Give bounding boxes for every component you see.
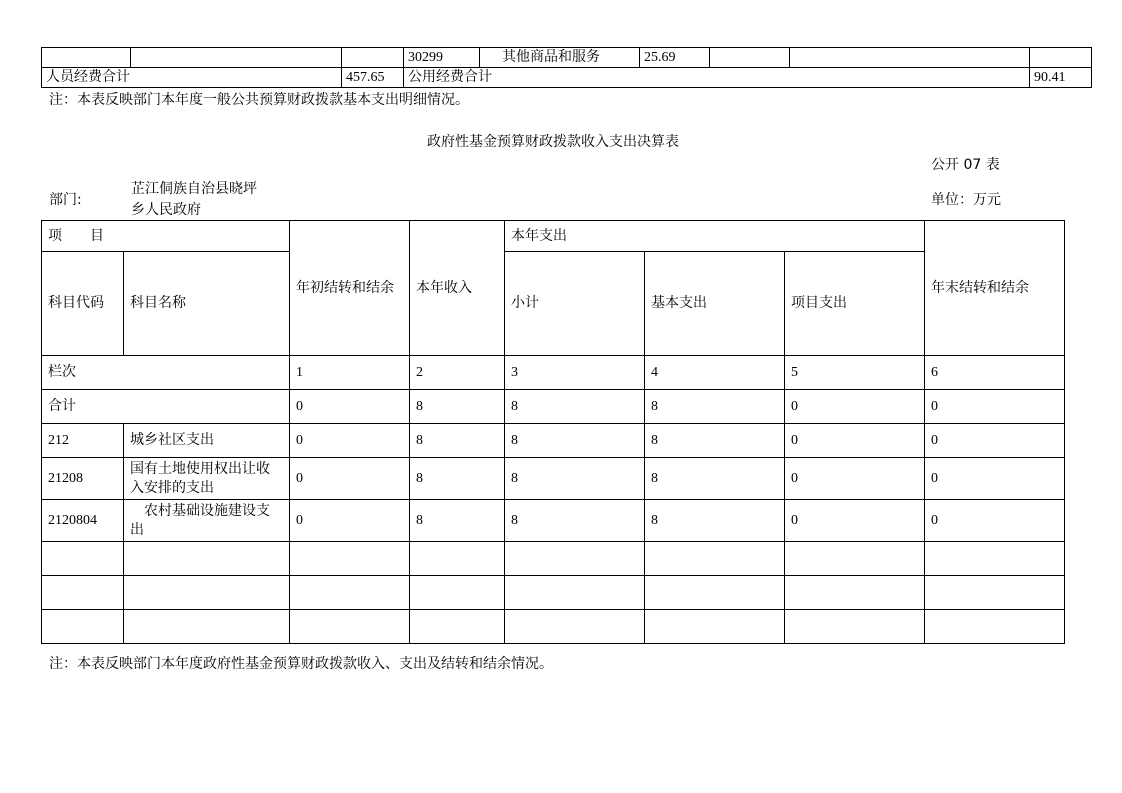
cell: 8 <box>645 500 785 542</box>
header-income: 本年收入 <box>410 221 505 356</box>
cell: 0 <box>785 458 925 500</box>
cell: 0 <box>785 500 925 542</box>
cell <box>42 48 131 68</box>
cell: 0 <box>925 424 1065 458</box>
table-row <box>42 458 1065 500</box>
cell <box>342 48 404 68</box>
cell: 8 <box>410 424 505 458</box>
cell <box>410 576 505 610</box>
cell: 8 <box>410 500 505 542</box>
department-label: 部门: <box>49 192 82 208</box>
cell-amount: 25.69 <box>640 48 710 68</box>
cell <box>124 542 290 576</box>
personnel-total-label: 人员经费合计 <box>42 68 342 88</box>
cell <box>785 576 925 610</box>
cell <box>645 542 785 576</box>
cell: 0 <box>290 458 410 500</box>
cell <box>505 542 645 576</box>
fund-budget-table <box>41 220 1065 644</box>
total-row <box>42 390 1065 424</box>
cell-name: 其他商品和服务 <box>480 48 640 68</box>
index-row <box>42 356 1065 390</box>
header-closing: 年末结转和结余 <box>925 221 1065 356</box>
cell: 8 <box>410 390 505 424</box>
cell <box>42 542 124 576</box>
cell: 5 <box>785 356 925 390</box>
top-note: 注：本表反映部门本年度一般公共预算财政拨款基本支出明细情况。 <box>49 92 469 108</box>
cell: 1 <box>290 356 410 390</box>
header-opening: 年初结转和结余 <box>290 221 410 356</box>
cell <box>925 542 1065 576</box>
department-name-line1: 芷江侗族自治县晓坪 <box>131 181 257 197</box>
header-basic: 基本支出 <box>645 252 785 356</box>
cell: 0 <box>785 390 925 424</box>
previous-table-fragment <box>41 47 1092 88</box>
public-total-value: 90.41 <box>1030 68 1092 88</box>
cell: 3 <box>505 356 645 390</box>
table-row <box>42 424 1065 458</box>
header-row-1 <box>42 221 1065 252</box>
cell <box>645 576 785 610</box>
header-code: 科目代码 <box>42 252 124 356</box>
cell: 8 <box>505 390 645 424</box>
cell <box>290 610 410 644</box>
cell <box>505 610 645 644</box>
header-subtotal: 小计 <box>505 252 645 356</box>
cell: 8 <box>505 458 645 500</box>
cell <box>785 542 925 576</box>
empty-row <box>42 610 1065 644</box>
cell: 8 <box>410 458 505 500</box>
cell <box>410 542 505 576</box>
cell: 0 <box>290 424 410 458</box>
cell <box>790 48 1030 68</box>
empty-row <box>42 542 1065 576</box>
cell <box>925 576 1065 610</box>
cell <box>410 610 505 644</box>
cell-code: 30299 <box>404 48 480 68</box>
table-row <box>42 500 1065 542</box>
cell <box>290 576 410 610</box>
cell-code: 212 <box>42 424 124 458</box>
unit-label: 单位：万元 <box>931 192 1001 208</box>
fragment-total-row <box>42 68 1092 88</box>
cell: 2 <box>410 356 505 390</box>
cell: 8 <box>645 424 785 458</box>
table-number: 公开 07 表 <box>931 157 1000 173</box>
total-label: 合计 <box>42 390 290 424</box>
cell <box>710 48 790 68</box>
cell <box>785 610 925 644</box>
cell: 0 <box>925 390 1065 424</box>
cell: 0 <box>925 500 1065 542</box>
cell-code: 2120804 <box>42 500 124 542</box>
cell <box>290 542 410 576</box>
header-row-2 <box>42 252 1065 356</box>
cell: 8 <box>645 458 785 500</box>
bottom-note: 注：本表反映部门本年度政府性基金预算财政拨款收入、支出及结转和结余情况。 <box>49 656 553 672</box>
header-expense: 本年支出 <box>505 221 925 252</box>
cell-code: 21208 <box>42 458 124 500</box>
header-item: 项 目 <box>42 221 290 252</box>
index-label: 栏次 <box>42 356 290 390</box>
cell <box>131 48 342 68</box>
cell: 0 <box>290 390 410 424</box>
cell-name: 农村基础设施建设支出 <box>124 500 290 542</box>
header-project: 项目支出 <box>785 252 925 356</box>
cell: 8 <box>505 424 645 458</box>
cell <box>124 610 290 644</box>
cell: 8 <box>505 500 645 542</box>
cell: 0 <box>290 500 410 542</box>
cell <box>505 576 645 610</box>
cell: 8 <box>645 390 785 424</box>
header-name: 科目名称 <box>124 252 290 356</box>
cell: 6 <box>925 356 1065 390</box>
cell: 4 <box>645 356 785 390</box>
cell <box>645 610 785 644</box>
page-title: 政府性基金预算财政拨款收入支出决算表 <box>427 134 679 150</box>
cell-name: 国有土地使用权出让收入安排的支出 <box>124 458 290 500</box>
cell-name: 城乡社区支出 <box>124 424 290 458</box>
cell <box>42 610 124 644</box>
public-total-label: 公用经费合计 <box>404 68 1030 88</box>
cell <box>124 576 290 610</box>
cell: 0 <box>785 424 925 458</box>
cell: 0 <box>925 458 1065 500</box>
cell <box>925 610 1065 644</box>
empty-row <box>42 576 1065 610</box>
fragment-row <box>42 48 1092 68</box>
cell <box>1030 48 1092 68</box>
cell <box>42 576 124 610</box>
personnel-total-value: 457.65 <box>342 68 404 88</box>
department-name-line2: 乡人民政府 <box>131 202 201 218</box>
